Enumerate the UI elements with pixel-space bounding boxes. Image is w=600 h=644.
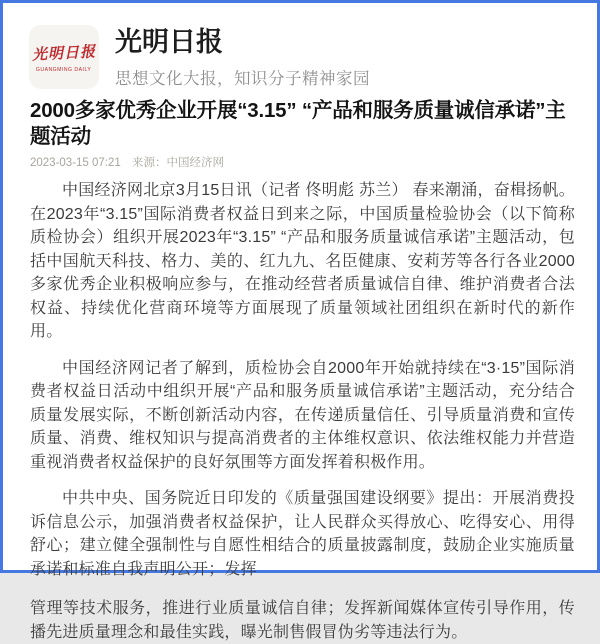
article-body	[3, 98, 597, 644]
logo-english-text: GUANGMING DAILY	[36, 66, 92, 73]
publication-tagline: 思想文化大报，知识分子精神家园	[115, 69, 370, 89]
paragraph-1: 中国经济网北京3月15日讯（记者 佟明彪 苏兰） 春来潮涌，奋楫扬帆。在2023年“3.15”国际消费者权益日到来之际，中国质量检验协会（以下简称质检协会）组织开展2023年“3.15” “产品和服务质量诚信承诺”主题活动，包括中国航天科技、格力、美的、红九九、名臣健康、安莉芳等各行各业2000多家优秀企业积极响应参与，在推动经营者质量诚信自律、维护消费者合法权益、持续优化营商环境等方面展现了质量领域社团组织在新时代的新作用。	[30, 182, 575, 341]
guangming-daily-logo	[29, 25, 99, 89]
article-meta	[30, 154, 575, 170]
article-headline: 2000多家优秀企业开展“3.15” “产品和服务质量诚信承诺”主题活动	[30, 99, 566, 148]
masthead	[3, 3, 597, 89]
article-source: 来源：中国经济网	[132, 157, 225, 170]
paragraph-4: 管理等技术服务，推进行业质量诚信自律；发挥新闻媒体宣传引导作用，传播先进质量理念和最佳实践，曝光制售假冒伪劣等违法行为。	[30, 600, 575, 641]
publish-datetime: 2023-03-15 07:21	[30, 157, 121, 170]
publication-title: 光明日报	[115, 27, 223, 58]
paragraph-2: 中国经济网记者了解到，质检协会自2000年开始就持续在“3·15”国际消费者权益日活动中组织开展“产品和服务质量诚信承诺”主题活动，充分结合质量发展实际，不断创新活动内容，在传递质量信任、引导质量消费和宣传质量、消费、维权知识与提高消费者的主体维权意识、依法维权能力并营造重视消费者权益保护的良好氛围等方面发挥着积极作用。	[30, 359, 575, 471]
masthead-text	[115, 25, 370, 89]
paragraph-3: 中共中央、国务院近日印发的《质量强国建设纲要》提出：开展消费投诉信息公示，加强消费者权益保护，让人民群众买得放心、吃得安心、用得舒心；建立健全强制性与自愿性相结合的质量披露制度，鼓励企业实施质量承诺和标准自我声明公开；发挥	[30, 490, 575, 578]
logo-calligraphy-text: 光明日报	[31, 41, 97, 64]
